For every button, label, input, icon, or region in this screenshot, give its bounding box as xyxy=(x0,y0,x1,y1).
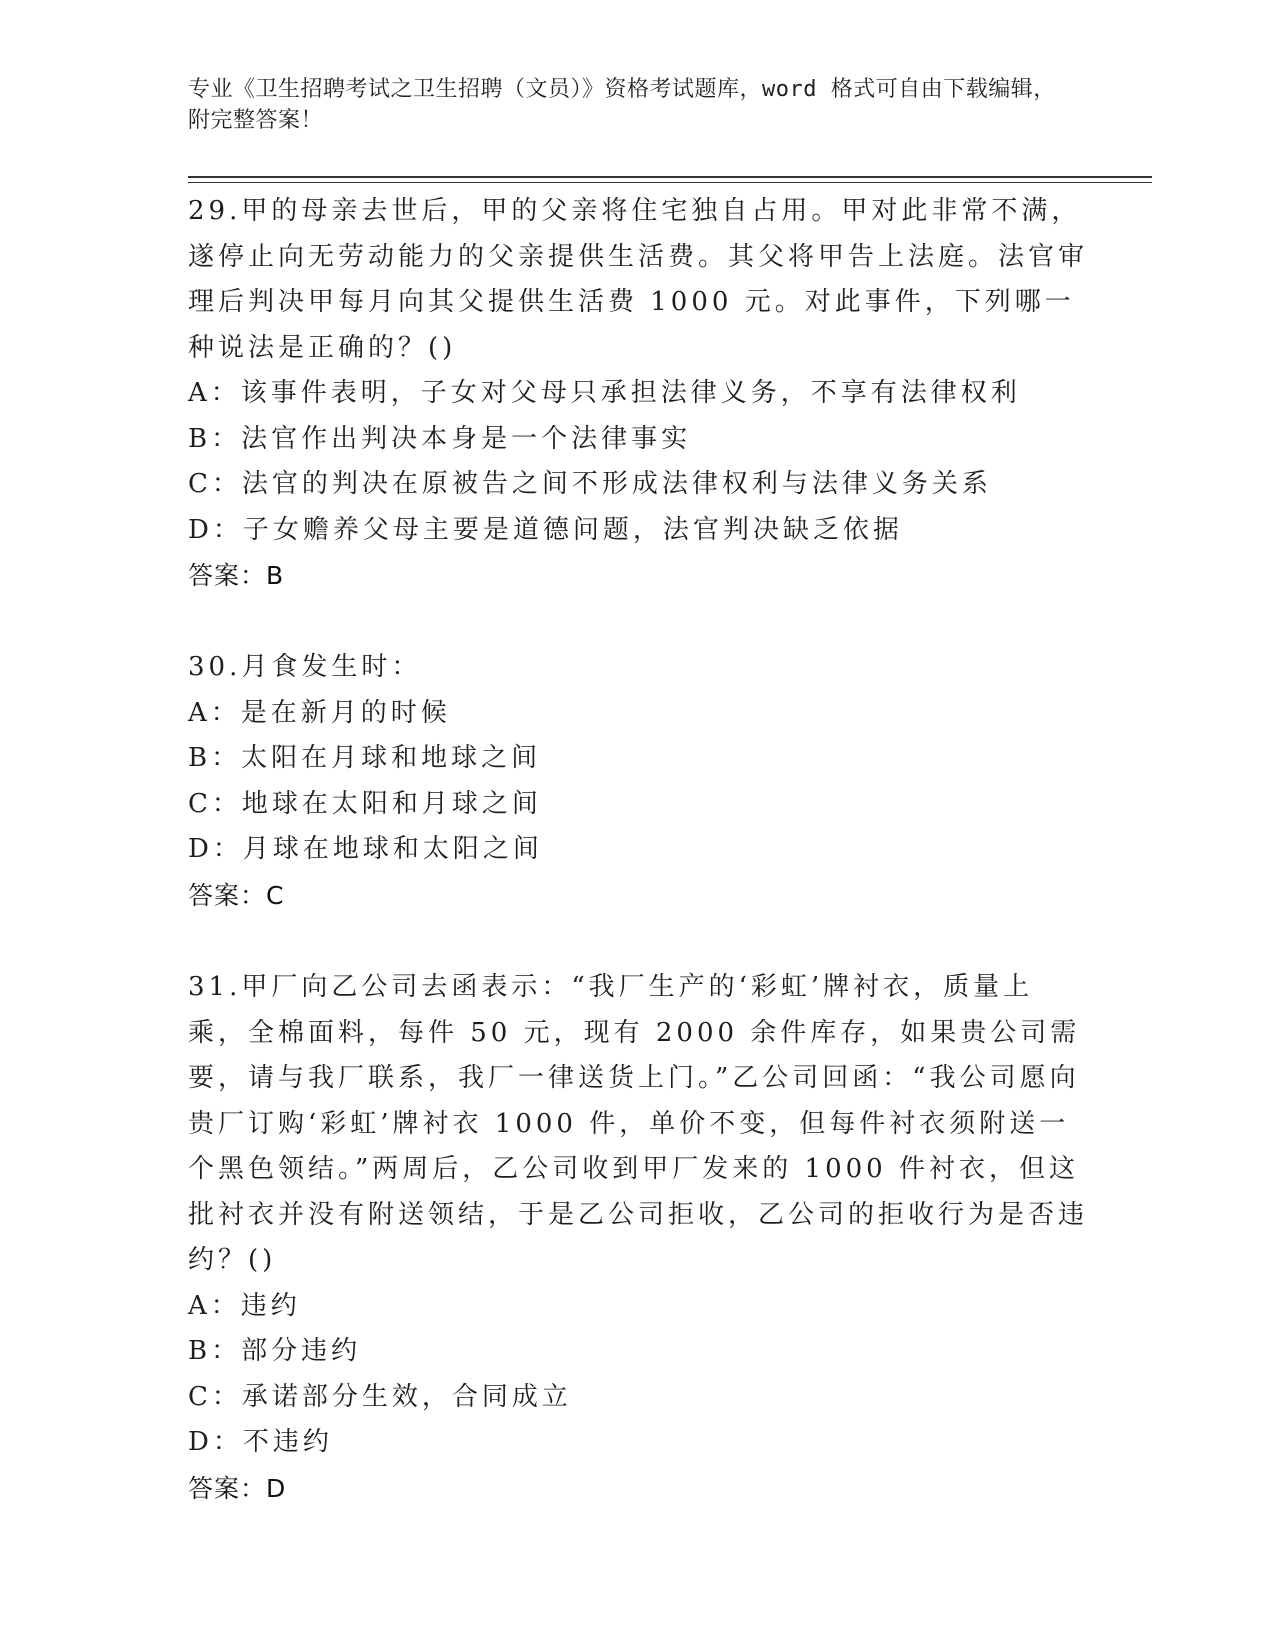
option-b: B：法官作出判决本身是一个法律事实 xyxy=(188,423,692,454)
question-29 xyxy=(188,189,1088,599)
option-c: C：地球在太阳和月球之间 xyxy=(188,788,542,819)
option-b: B：太阳在月球和地球之间 xyxy=(188,743,542,773)
header-divider-thin xyxy=(188,182,1152,183)
option-c: C：承诺部分生效，合同成立 xyxy=(188,1381,572,1412)
option-c: C：法官的判决在原被告之间不形成法律权利与法律义务关系 xyxy=(188,469,992,499)
option-d: D：月球在地球和太阳之间 xyxy=(188,834,543,864)
header-divider-thick xyxy=(188,176,1152,178)
question-30 xyxy=(188,645,1088,918)
option-d: D：不违约 xyxy=(188,1427,333,1457)
option-a: A：是在新月的时候 xyxy=(188,697,451,728)
answer: 答案：C xyxy=(188,880,285,910)
option-b: B：部分违约 xyxy=(188,1336,362,1366)
option-d: D：子女赡养父母主要是道德问题，法官判决缺乏依据 xyxy=(188,514,903,545)
question-stem: 30.月食发生时： xyxy=(188,652,422,682)
question-31 xyxy=(188,965,1088,1511)
question-stem: 29.甲的母亲去世后，甲的父亲将住宅独自占用。甲对此非常不满，遂停止向无劳动能力的父亲提供生活费。其父将甲告上法庭。法官审理后判决甲每月向其父提供生活费 1000 元。对此事件，下列哪一种说法是正确的？() xyxy=(188,196,1089,363)
answer: 答案：B xyxy=(188,561,285,590)
question-stem: 31.甲厂向乙公司去函表示：“我厂生产的‘彩虹’牌衬衣，质量上乘，全棉面料，每件 50 元，现有 2000 余件库存，如果贵公司需要，请与我厂联系，我厂一律送货上门。”乙公司回函：“我公司愿向贵厂订购‘彩虹’牌衬衣 1000 件，单价不变，但每件衬衣须附送一个黑色领结。”两周后，乙公司收到甲厂发来的 1000 件衬衣，但这批衬衣并没有附送领结，于是乙公司拒收，乙公司的拒收行为是否违约？() xyxy=(188,972,1089,1275)
answer: 答案：D xyxy=(188,1473,287,1503)
option-a: A：该事件表明，子女对父母只承担法律义务，不享有法律权利 xyxy=(188,378,1021,408)
document-header: 专业《卫生招聘考试之卫生招聘（文员）》资格考试题库，word 格式可自由下载编辑，附完整答案！ xyxy=(188,77,1056,133)
option-a: A：违约 xyxy=(188,1290,301,1321)
